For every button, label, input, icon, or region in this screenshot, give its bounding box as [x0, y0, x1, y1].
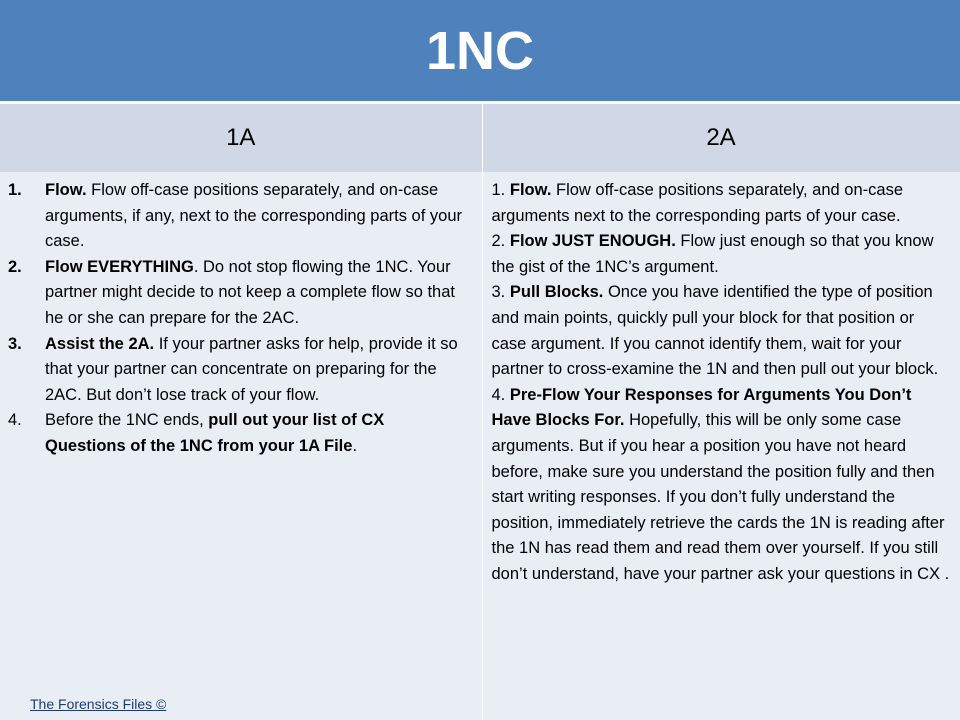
- step-number: 3.: [491, 283, 510, 302]
- left-step-item: [8, 178, 470, 255]
- step-text: .: [352, 436, 358, 455]
- right-step-item: [492, 383, 952, 588]
- step-text: Before the 1NC ends,: [45, 411, 209, 430]
- step-number: 2.: [8, 257, 22, 276]
- column-header-2a: 2A: [482, 103, 960, 173]
- right-column-body: [482, 172, 960, 720]
- footer-link[interactable]: The Forensics Files ©: [30, 696, 167, 712]
- step-number: 1.: [8, 181, 22, 199]
- step-bold-text: Flow.: [509, 181, 552, 199]
- step-number: 1.: [491, 181, 510, 199]
- step-number: 2.: [491, 232, 510, 251]
- left-step-item: [8, 408, 470, 459]
- step-bold-text: pull out your list of CX Questions of the 1NC from your 1A File: [45, 411, 385, 455]
- step-text: Flow off-case positions separately, and on-case arguments, if any, next to the corresponding parts of your case.: [45, 181, 463, 251]
- step-text: Flow off-case positions separately, and on-case arguments next to the corresponding parts of your case.: [491, 181, 903, 225]
- step-bold-text: Assist the 2A.: [45, 334, 155, 353]
- step-bold-text: Flow.: [45, 181, 87, 199]
- step-bold-text: Flow EVERYTHING: [45, 257, 194, 276]
- left-step-item: [8, 255, 470, 332]
- right-step-item: [492, 280, 952, 382]
- left-step-list: [8, 178, 470, 460]
- step-number: 4.: [491, 385, 510, 404]
- step-number: 4.: [8, 411, 22, 430]
- step-text: . Do not stop flowing the 1NC. Your partner might decide to not keep a complete flow so that he or she can prepare for the 2AC.: [45, 257, 455, 327]
- left-step-item: [8, 332, 470, 409]
- slide-title: 1NC: [0, 0, 960, 103]
- step-text: If your partner asks for help, provide it so that your partner can concentrate on preparing for the 2AC. But don’t lose track of your flow.: [45, 334, 458, 404]
- column-header-1a: 1A: [0, 103, 482, 173]
- step-text: Flow just enough so that you know the gist of the 1NC’s argument.: [491, 232, 934, 276]
- right-step-item: [492, 178, 952, 229]
- step-bold-text: Flow JUST ENOUGH.: [509, 232, 676, 251]
- step-number: 3.: [8, 334, 22, 353]
- step-text: Once you have identified the type of position and main points, quickly pull your block for that position or case argument. If you cannot identify them, wait for your partner to cross-examine the 1N and then pull out your block.: [491, 283, 939, 379]
- step-bold-text: Pre-Flow Your Responses for Arguments You Don’t Have Blocks For.: [491, 385, 912, 430]
- right-step-item: [492, 229, 952, 280]
- step-bold-text: Pull Blocks.: [509, 283, 604, 302]
- left-column-body: [0, 172, 482, 720]
- step-text: Hopefully, this will be only some case arguments. But if you hear a position you have not heard before, make sure you understand the position fully and then start writing responses. If you don’t fully understand the position, immediately retrieve the cards the 1N is reading after the 1N has read them and read them over yourself. If you still don’t understand, have your partner ask your questions in CX .: [491, 411, 950, 583]
